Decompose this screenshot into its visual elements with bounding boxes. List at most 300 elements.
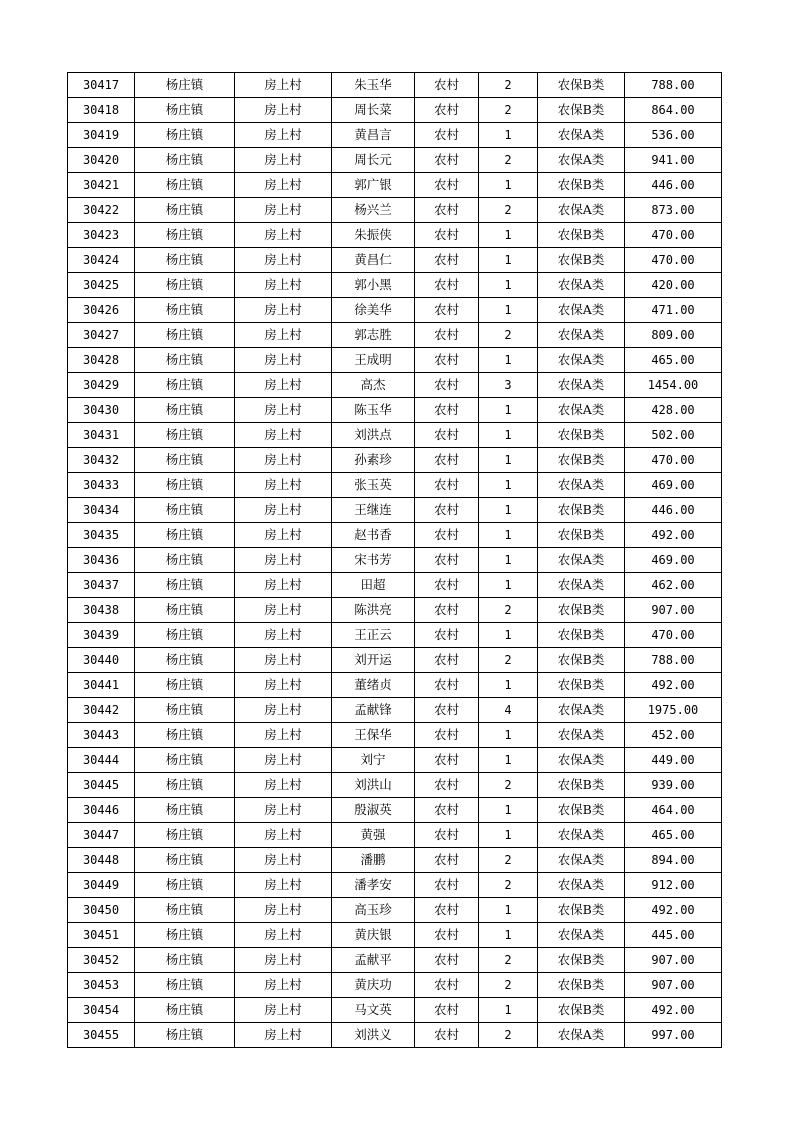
person-name-cell: 潘孝安 [332, 873, 415, 898]
insurance-category-cell: 农保B类 [538, 98, 625, 123]
household-count-cell: 1 [479, 223, 538, 248]
person-name-cell: 周长元 [332, 148, 415, 173]
table-row [68, 873, 722, 898]
amount-cell: 462.00 [625, 573, 722, 598]
person-name-cell: 周长菜 [332, 98, 415, 123]
amount-cell: 907.00 [625, 948, 722, 973]
insurance-category-cell: 农保B类 [538, 623, 625, 648]
table-row [68, 798, 722, 823]
insurance-category-cell: 农保A类 [538, 123, 625, 148]
table-row [68, 173, 722, 198]
amount-cell: 864.00 [625, 98, 722, 123]
person-name-cell: 刘开运 [332, 648, 415, 673]
insurance-category-cell: 农保A类 [538, 548, 625, 573]
record-id-cell: 30418 [68, 98, 135, 123]
household-count-cell: 1 [479, 523, 538, 548]
town-cell: 杨庄镇 [135, 873, 235, 898]
town-cell: 杨庄镇 [135, 223, 235, 248]
person-name-cell: 黄庆功 [332, 973, 415, 998]
amount-cell: 997.00 [625, 1023, 722, 1048]
person-name-cell: 郭志胜 [332, 323, 415, 348]
person-name-cell: 徐美华 [332, 298, 415, 323]
record-id-cell: 30419 [68, 123, 135, 148]
table-row [68, 323, 722, 348]
table-row [68, 748, 722, 773]
insurance-category-cell: 农保B类 [538, 523, 625, 548]
area-type-cell: 农村 [415, 1023, 479, 1048]
beneficiary-table [67, 72, 722, 1048]
village-cell: 房上村 [235, 823, 332, 848]
town-cell: 杨庄镇 [135, 748, 235, 773]
village-cell: 房上村 [235, 123, 332, 148]
table-row [68, 298, 722, 323]
village-cell: 房上村 [235, 1023, 332, 1048]
town-cell: 杨庄镇 [135, 623, 235, 648]
record-id-cell: 30431 [68, 423, 135, 448]
area-type-cell: 农村 [415, 248, 479, 273]
household-count-cell: 2 [479, 948, 538, 973]
household-count-cell: 4 [479, 698, 538, 723]
table-row [68, 673, 722, 698]
amount-cell: 912.00 [625, 873, 722, 898]
village-cell: 房上村 [235, 473, 332, 498]
household-count-cell: 2 [479, 73, 538, 98]
area-type-cell: 农村 [415, 473, 479, 498]
household-count-cell: 1 [479, 898, 538, 923]
table-row [68, 198, 722, 223]
area-type-cell: 农村 [415, 148, 479, 173]
person-name-cell: 黄昌言 [332, 123, 415, 148]
town-cell: 杨庄镇 [135, 423, 235, 448]
person-name-cell: 马文英 [332, 998, 415, 1023]
area-type-cell: 农村 [415, 748, 479, 773]
table-row [68, 973, 722, 998]
table-row [68, 948, 722, 973]
insurance-category-cell: 农保B类 [538, 898, 625, 923]
town-cell: 杨庄镇 [135, 948, 235, 973]
person-name-cell: 田超 [332, 573, 415, 598]
amount-cell: 941.00 [625, 148, 722, 173]
village-cell: 房上村 [235, 398, 332, 423]
insurance-category-cell: 农保A类 [538, 723, 625, 748]
insurance-category-cell: 农保B类 [538, 73, 625, 98]
area-type-cell: 农村 [415, 398, 479, 423]
area-type-cell: 农村 [415, 123, 479, 148]
table-row [68, 73, 722, 98]
amount-cell: 445.00 [625, 923, 722, 948]
amount-cell: 470.00 [625, 248, 722, 273]
amount-cell: 470.00 [625, 448, 722, 473]
town-cell: 杨庄镇 [135, 848, 235, 873]
town-cell: 杨庄镇 [135, 1023, 235, 1048]
town-cell: 杨庄镇 [135, 698, 235, 723]
amount-cell: 536.00 [625, 123, 722, 148]
village-cell: 房上村 [235, 648, 332, 673]
village-cell: 房上村 [235, 873, 332, 898]
household-count-cell: 1 [479, 473, 538, 498]
area-type-cell: 农村 [415, 873, 479, 898]
household-count-cell: 1 [479, 998, 538, 1023]
person-name-cell: 刘洪点 [332, 423, 415, 448]
town-cell: 杨庄镇 [135, 73, 235, 98]
person-name-cell: 宋书芳 [332, 548, 415, 573]
person-name-cell: 王保华 [332, 723, 415, 748]
insurance-category-cell: 农保B类 [538, 773, 625, 798]
village-cell: 房上村 [235, 323, 332, 348]
record-id-cell: 30438 [68, 598, 135, 623]
record-id-cell: 30440 [68, 648, 135, 673]
amount-cell: 502.00 [625, 423, 722, 448]
town-cell: 杨庄镇 [135, 148, 235, 173]
area-type-cell: 农村 [415, 348, 479, 373]
village-cell: 房上村 [235, 998, 332, 1023]
area-type-cell: 农村 [415, 448, 479, 473]
household-count-cell: 1 [479, 273, 538, 298]
area-type-cell: 农村 [415, 98, 479, 123]
area-type-cell: 农村 [415, 273, 479, 298]
person-name-cell: 潘鹏 [332, 848, 415, 873]
record-id-cell: 30430 [68, 398, 135, 423]
table-row [68, 573, 722, 598]
person-name-cell: 张玉英 [332, 473, 415, 498]
person-name-cell: 刘洪义 [332, 1023, 415, 1048]
record-id-cell: 30451 [68, 923, 135, 948]
insurance-category-cell: 农保A类 [538, 473, 625, 498]
town-cell: 杨庄镇 [135, 923, 235, 948]
table-row [68, 773, 722, 798]
insurance-category-cell: 农保A类 [538, 848, 625, 873]
town-cell: 杨庄镇 [135, 98, 235, 123]
table-row [68, 548, 722, 573]
town-cell: 杨庄镇 [135, 823, 235, 848]
amount-cell: 894.00 [625, 848, 722, 873]
household-count-cell: 1 [479, 573, 538, 598]
table-row [68, 648, 722, 673]
person-name-cell: 朱玉华 [332, 73, 415, 98]
village-cell: 房上村 [235, 373, 332, 398]
village-cell: 房上村 [235, 548, 332, 573]
insurance-category-cell: 农保B类 [538, 248, 625, 273]
village-cell: 房上村 [235, 98, 332, 123]
area-type-cell: 农村 [415, 898, 479, 923]
village-cell: 房上村 [235, 348, 332, 373]
amount-cell: 1975.00 [625, 698, 722, 723]
insurance-category-cell: 农保A类 [538, 698, 625, 723]
area-type-cell: 农村 [415, 948, 479, 973]
record-id-cell: 30423 [68, 223, 135, 248]
insurance-category-cell: 农保B类 [538, 948, 625, 973]
record-id-cell: 30448 [68, 848, 135, 873]
town-cell: 杨庄镇 [135, 248, 235, 273]
insurance-category-cell: 农保B类 [538, 673, 625, 698]
household-count-cell: 1 [479, 248, 538, 273]
insurance-category-cell: 农保B类 [538, 173, 625, 198]
person-name-cell: 黄庆银 [332, 923, 415, 948]
town-cell: 杨庄镇 [135, 523, 235, 548]
record-id-cell: 30422 [68, 198, 135, 223]
record-id-cell: 30445 [68, 773, 135, 798]
amount-cell: 492.00 [625, 998, 722, 1023]
amount-cell: 428.00 [625, 398, 722, 423]
amount-cell: 469.00 [625, 473, 722, 498]
area-type-cell: 农村 [415, 673, 479, 698]
area-type-cell: 农村 [415, 598, 479, 623]
person-name-cell: 董绪贞 [332, 673, 415, 698]
household-count-cell: 1 [479, 748, 538, 773]
table-row [68, 1023, 722, 1048]
household-count-cell: 1 [479, 623, 538, 648]
amount-cell: 788.00 [625, 648, 722, 673]
household-count-cell: 2 [479, 198, 538, 223]
town-cell: 杨庄镇 [135, 548, 235, 573]
record-id-cell: 30435 [68, 523, 135, 548]
village-cell: 房上村 [235, 623, 332, 648]
insurance-category-cell: 农保B类 [538, 598, 625, 623]
insurance-category-cell: 农保A类 [538, 273, 625, 298]
table-row [68, 898, 722, 923]
record-id-cell: 30446 [68, 798, 135, 823]
town-cell: 杨庄镇 [135, 898, 235, 923]
area-type-cell: 农村 [415, 798, 479, 823]
insurance-category-cell: 农保B类 [538, 798, 625, 823]
record-id-cell: 30442 [68, 698, 135, 723]
household-count-cell: 2 [479, 598, 538, 623]
insurance-category-cell: 农保A类 [538, 873, 625, 898]
town-cell: 杨庄镇 [135, 773, 235, 798]
insurance-category-cell: 农保B类 [538, 423, 625, 448]
table-row [68, 623, 722, 648]
record-id-cell: 30433 [68, 473, 135, 498]
table-row [68, 373, 722, 398]
town-cell: 杨庄镇 [135, 673, 235, 698]
town-cell: 杨庄镇 [135, 973, 235, 998]
table-row [68, 848, 722, 873]
household-count-cell: 1 [479, 673, 538, 698]
record-id-cell: 30432 [68, 448, 135, 473]
insurance-category-cell: 农保A类 [538, 198, 625, 223]
household-count-cell: 3 [479, 373, 538, 398]
household-count-cell: 1 [479, 923, 538, 948]
household-count-cell: 1 [479, 398, 538, 423]
village-cell: 房上村 [235, 673, 332, 698]
household-count-cell: 1 [479, 123, 538, 148]
village-cell: 房上村 [235, 148, 332, 173]
amount-cell: 907.00 [625, 598, 722, 623]
amount-cell: 464.00 [625, 798, 722, 823]
amount-cell: 449.00 [625, 748, 722, 773]
person-name-cell: 殷淑英 [332, 798, 415, 823]
village-cell: 房上村 [235, 248, 332, 273]
household-count-cell: 1 [479, 348, 538, 373]
insurance-category-cell: 农保B类 [538, 448, 625, 473]
table-row [68, 723, 722, 748]
area-type-cell: 农村 [415, 698, 479, 723]
person-name-cell: 王继连 [332, 498, 415, 523]
table-row [68, 423, 722, 448]
insurance-category-cell: 农保A类 [538, 323, 625, 348]
record-id-cell: 30447 [68, 823, 135, 848]
town-cell: 杨庄镇 [135, 198, 235, 223]
village-cell: 房上村 [235, 723, 332, 748]
table-row [68, 348, 722, 373]
table-row [68, 123, 722, 148]
amount-cell: 446.00 [625, 173, 722, 198]
insurance-category-cell: 农保A类 [538, 373, 625, 398]
person-name-cell: 赵书香 [332, 523, 415, 548]
table-row [68, 923, 722, 948]
household-count-cell: 2 [479, 98, 538, 123]
person-name-cell: 孙素珍 [332, 448, 415, 473]
town-cell: 杨庄镇 [135, 348, 235, 373]
record-id-cell: 30444 [68, 748, 135, 773]
village-cell: 房上村 [235, 223, 332, 248]
table-row [68, 823, 722, 848]
person-name-cell: 黄昌仁 [332, 248, 415, 273]
area-type-cell: 农村 [415, 198, 479, 223]
table-row [68, 523, 722, 548]
table-row [68, 473, 722, 498]
amount-cell: 788.00 [625, 73, 722, 98]
record-id-cell: 30425 [68, 273, 135, 298]
town-cell: 杨庄镇 [135, 598, 235, 623]
person-name-cell: 刘宁 [332, 748, 415, 773]
table-row [68, 98, 722, 123]
record-id-cell: 30436 [68, 548, 135, 573]
record-id-cell: 30449 [68, 873, 135, 898]
insurance-category-cell: 农保A类 [538, 923, 625, 948]
household-count-cell: 1 [479, 448, 538, 473]
town-cell: 杨庄镇 [135, 798, 235, 823]
record-id-cell: 30450 [68, 898, 135, 923]
area-type-cell: 农村 [415, 173, 479, 198]
area-type-cell: 农村 [415, 648, 479, 673]
household-count-cell: 1 [479, 298, 538, 323]
amount-cell: 470.00 [625, 623, 722, 648]
insurance-category-cell: 农保A类 [538, 1023, 625, 1048]
insurance-category-cell: 农保B类 [538, 223, 625, 248]
area-type-cell: 农村 [415, 223, 479, 248]
amount-cell: 465.00 [625, 348, 722, 373]
area-type-cell: 农村 [415, 998, 479, 1023]
record-id-cell: 30441 [68, 673, 135, 698]
town-cell: 杨庄镇 [135, 298, 235, 323]
amount-cell: 492.00 [625, 523, 722, 548]
village-cell: 房上村 [235, 773, 332, 798]
record-id-cell: 30453 [68, 973, 135, 998]
record-id-cell: 30427 [68, 323, 135, 348]
amount-cell: 452.00 [625, 723, 722, 748]
household-count-cell: 1 [479, 548, 538, 573]
table-row [68, 248, 722, 273]
area-type-cell: 农村 [415, 848, 479, 873]
area-type-cell: 农村 [415, 973, 479, 998]
town-cell: 杨庄镇 [135, 273, 235, 298]
record-id-cell: 30426 [68, 298, 135, 323]
household-count-cell: 2 [479, 648, 538, 673]
table-row [68, 498, 722, 523]
record-id-cell: 30424 [68, 248, 135, 273]
area-type-cell: 农村 [415, 723, 479, 748]
insurance-category-cell: 农保A类 [538, 398, 625, 423]
person-name-cell: 陈洪亮 [332, 598, 415, 623]
household-count-cell: 1 [479, 823, 538, 848]
household-count-cell: 1 [479, 423, 538, 448]
amount-cell: 907.00 [625, 973, 722, 998]
town-cell: 杨庄镇 [135, 723, 235, 748]
village-cell: 房上村 [235, 448, 332, 473]
record-id-cell: 30437 [68, 573, 135, 598]
person-name-cell: 孟献锋 [332, 698, 415, 723]
village-cell: 房上村 [235, 173, 332, 198]
area-type-cell: 农村 [415, 823, 479, 848]
amount-cell: 465.00 [625, 823, 722, 848]
area-type-cell: 农村 [415, 298, 479, 323]
area-type-cell: 农村 [415, 523, 479, 548]
insurance-category-cell: 农保A类 [538, 348, 625, 373]
insurance-category-cell: 农保B类 [538, 998, 625, 1023]
household-count-cell: 1 [479, 498, 538, 523]
village-cell: 房上村 [235, 698, 332, 723]
village-cell: 房上村 [235, 573, 332, 598]
record-id-cell: 30454 [68, 998, 135, 1023]
person-name-cell: 刘洪山 [332, 773, 415, 798]
household-count-cell: 2 [479, 1023, 538, 1048]
village-cell: 房上村 [235, 848, 332, 873]
person-name-cell: 高杰 [332, 373, 415, 398]
town-cell: 杨庄镇 [135, 123, 235, 148]
record-id-cell: 30428 [68, 348, 135, 373]
amount-cell: 471.00 [625, 298, 722, 323]
area-type-cell: 农村 [415, 498, 479, 523]
household-count-cell: 2 [479, 148, 538, 173]
household-count-cell: 1 [479, 798, 538, 823]
town-cell: 杨庄镇 [135, 473, 235, 498]
village-cell: 房上村 [235, 423, 332, 448]
area-type-cell: 农村 [415, 323, 479, 348]
village-cell: 房上村 [235, 73, 332, 98]
town-cell: 杨庄镇 [135, 398, 235, 423]
village-cell: 房上村 [235, 748, 332, 773]
table-body [68, 73, 722, 1048]
village-cell: 房上村 [235, 598, 332, 623]
record-id-cell: 30443 [68, 723, 135, 748]
amount-cell: 809.00 [625, 323, 722, 348]
table-row [68, 223, 722, 248]
person-name-cell: 郭广银 [332, 173, 415, 198]
village-cell: 房上村 [235, 973, 332, 998]
town-cell: 杨庄镇 [135, 173, 235, 198]
town-cell: 杨庄镇 [135, 648, 235, 673]
record-id-cell: 30421 [68, 173, 135, 198]
household-count-cell: 1 [479, 173, 538, 198]
amount-cell: 939.00 [625, 773, 722, 798]
amount-cell: 469.00 [625, 548, 722, 573]
amount-cell: 446.00 [625, 498, 722, 523]
table-row [68, 398, 722, 423]
person-name-cell: 杨兴兰 [332, 198, 415, 223]
town-cell: 杨庄镇 [135, 323, 235, 348]
area-type-cell: 农村 [415, 548, 479, 573]
village-cell: 房上村 [235, 923, 332, 948]
area-type-cell: 农村 [415, 573, 479, 598]
table-row [68, 448, 722, 473]
person-name-cell: 陈玉华 [332, 398, 415, 423]
town-cell: 杨庄镇 [135, 498, 235, 523]
insurance-category-cell: 农保A类 [538, 148, 625, 173]
table-row [68, 698, 722, 723]
area-type-cell: 农村 [415, 73, 479, 98]
household-count-cell: 2 [479, 973, 538, 998]
